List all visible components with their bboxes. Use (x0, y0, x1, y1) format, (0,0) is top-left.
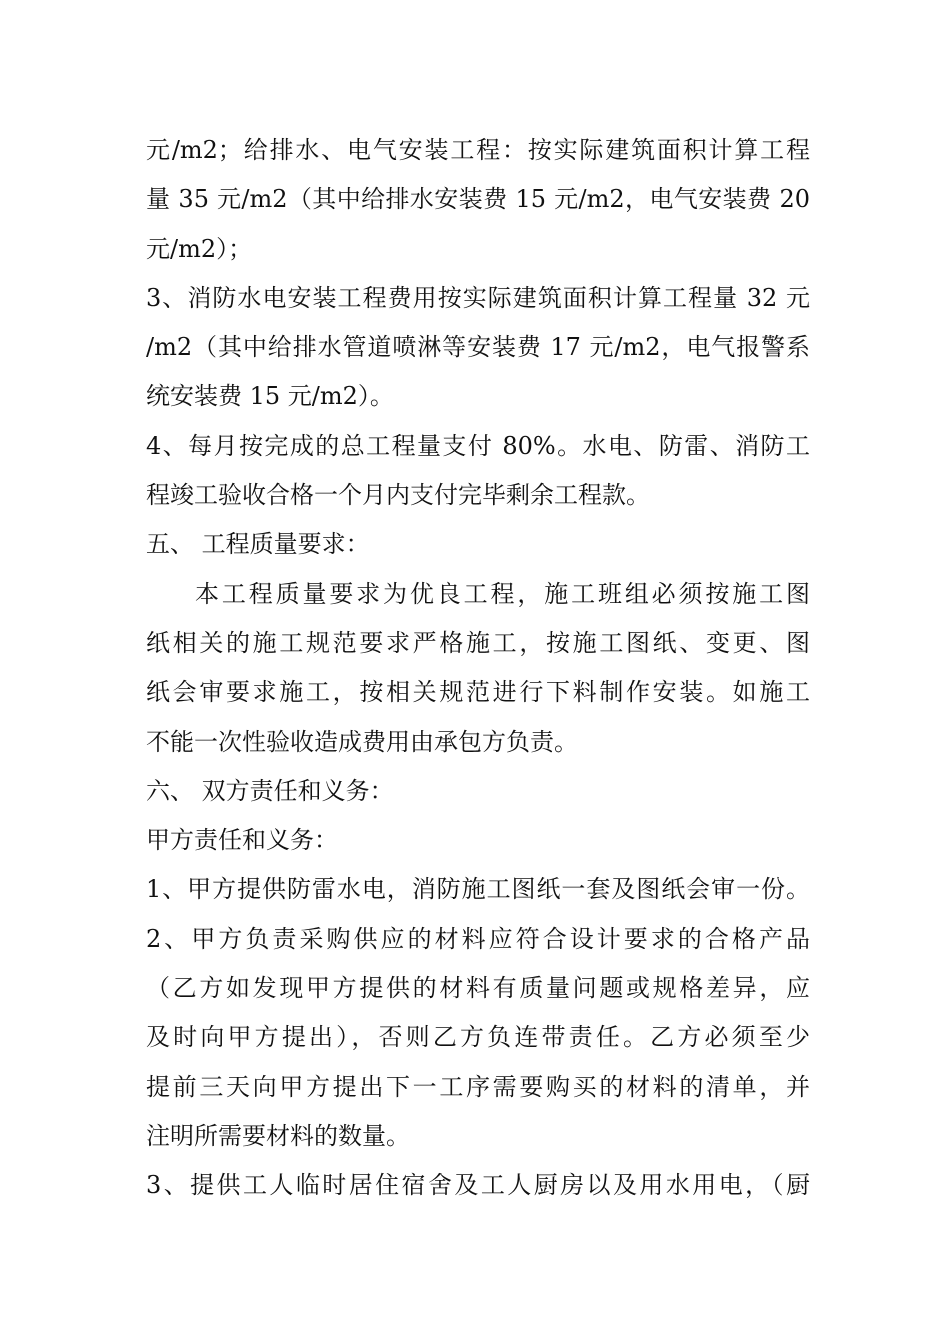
section-heading-5: 五、 工程质量要求： (146, 530, 370, 559)
list-item-3: 3、消防水电安装工程费用按实际建筑面积计算工程量 32 元 (146, 283, 810, 312)
text-line: 程竣工验收合格一个月内支付完毕剩余工程款。 (146, 481, 650, 510)
text-line: 不能一次性验收造成费用由承包方负责。 (146, 727, 578, 756)
text-line: （乙方如发现甲方提供的材料有质量问题或规格差异，应 (146, 974, 810, 1003)
section-heading-6: 六、 双方责任和义务： (146, 776, 394, 805)
text-line: 纸相关的施工规范要求严格施工，按施工图纸、变更、图 (146, 628, 810, 657)
list-item-1: 1、甲方提供防雷水电，消防施工图纸一套及图纸会审一份。 (146, 875, 810, 904)
list-item-4: 4、每月按完成的总工程量支付 80%。水电、防雷、消防工 (146, 431, 810, 460)
list-item-2: 2、甲方负责采购供应的材料应符合设计要求的合格产品 (146, 924, 810, 953)
text-line: 元/m2）； (146, 234, 253, 263)
text-line: 量 35 元/m2（其中给排水安装费 15 元/m2，电气安装费 20 (146, 185, 810, 214)
text-line: 注明所需要材料的数量。 (146, 1121, 410, 1150)
paragraph-quality: 本工程质量要求为优良工程，施工班组必须按施工图 (195, 579, 810, 608)
text-line: 元/m2；给排水、电气安装工程：按实际建筑面积计算工程 (146, 136, 810, 164)
list-item-3b: 3、提供工人临时居住宿舍及工人厨房以及用水用电，（厨 (146, 1171, 810, 1200)
text-line: /m2（其中给排水管道喷淋等安装费 17 元/m2，电气报警系 (146, 333, 810, 362)
text-line: 统安装费 15 元/m2）。 (146, 382, 394, 411)
text-line: 及时向甲方提出），否则乙方负连带责任。乙方必须至少 (146, 1023, 810, 1052)
document-body (146, 126, 810, 1211)
text-line: 提前三天向甲方提出下一工序需要购买的材料的清单，并 (146, 1072, 810, 1101)
subheading-party-a: 甲方责任和义务： (146, 826, 338, 855)
text-line: 纸会审要求施工，按相关规范进行下料制作安装。如施工 (146, 678, 810, 707)
